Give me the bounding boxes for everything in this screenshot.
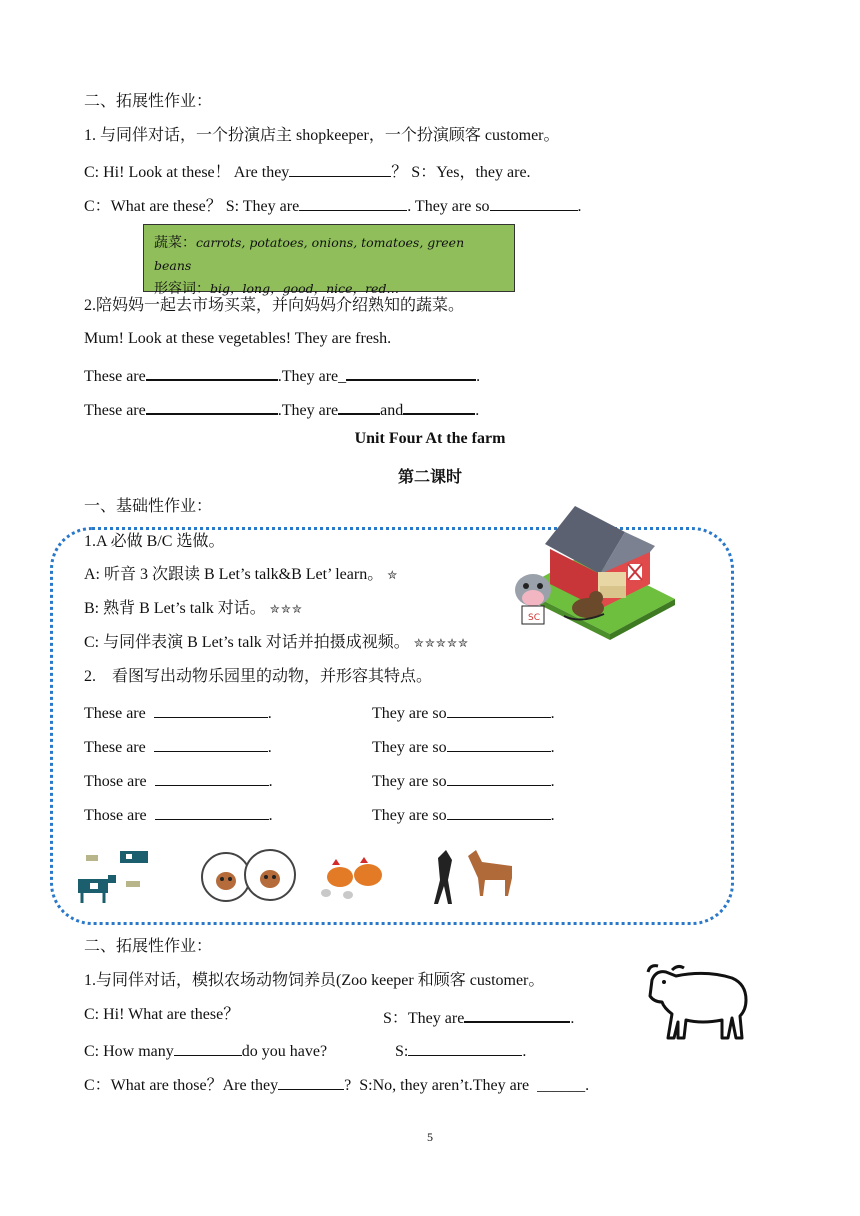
question-2-text: 2.陪妈妈一起去市场买菜，并向妈妈介绍熟知的蔬菜。 xyxy=(84,297,465,314)
answer-blank[interactable] xyxy=(447,735,551,752)
answer-blank[interactable] xyxy=(154,701,268,718)
section-heading-extension-2: 二、拓展性作业： xyxy=(84,938,213,955)
line-text: S: xyxy=(395,1043,409,1060)
ox-icon xyxy=(642,962,754,1044)
line-text: .They are xyxy=(277,402,339,419)
period: . xyxy=(577,198,582,215)
sheep-icon xyxy=(200,849,300,905)
keeper-line-1-right xyxy=(383,1005,574,1029)
section-heading-extension: 二、拓展性作业： xyxy=(84,93,213,110)
period: . xyxy=(550,739,555,756)
dialog-text: C: Hi! Look at these！ Are they xyxy=(84,164,290,181)
answer-blank[interactable] xyxy=(490,194,578,211)
svg-text:SC: SC xyxy=(528,613,540,623)
dialog-text: . They are so xyxy=(407,198,490,215)
vocab-label: 蔬菜： xyxy=(154,236,196,251)
task-text: C: 与同伴表演 B Let’s talk 对话并拍摄成视频。 xyxy=(84,634,410,651)
animal-row xyxy=(84,735,272,758)
period: . xyxy=(550,705,555,722)
line-text: do you have? xyxy=(241,1043,328,1060)
row-label: These are xyxy=(84,739,146,756)
dialog-line-1 xyxy=(84,160,531,183)
task-text: A: 听音 3 次跟读 B Let’s talk&B Let’ learn。 xyxy=(84,566,384,583)
row-label: Those are xyxy=(84,807,147,824)
line-text: and xyxy=(380,402,404,419)
animal-row-right xyxy=(372,769,555,792)
period: . xyxy=(522,1043,527,1060)
line-text: C: Hi! What are these？ xyxy=(84,1006,240,1023)
keeper-question: 1.与同伴对话，模拟农场动物饲养员(Zoo keeper 和顾客 customer。 xyxy=(84,972,545,989)
answer-blank[interactable] xyxy=(289,160,391,177)
unit-title: Unit Four At the farm xyxy=(354,430,506,447)
dialog-text: C：What are these？ S: They are xyxy=(84,198,300,215)
period: . xyxy=(267,739,272,756)
page-number: 5 xyxy=(427,1130,433,1144)
task-c xyxy=(84,633,469,653)
task-2-title: 2. 看图写出动物乐园里的动物，并形容其特点。 xyxy=(84,668,433,685)
row-label: These are xyxy=(84,705,146,722)
dialog-text: ？ S：Yes，they are. xyxy=(391,164,531,181)
task-a xyxy=(84,565,398,585)
task-b xyxy=(84,599,303,619)
cow-icon xyxy=(508,566,558,628)
market-line-1 xyxy=(84,363,480,387)
row-label: They are so xyxy=(372,739,447,756)
star-icon: ✮ xyxy=(387,568,399,582)
line-text: ______. xyxy=(537,1077,590,1094)
task-text: B: 熟背 B Let’s talk 对话。 xyxy=(84,600,266,617)
line-text: .They are_ xyxy=(277,368,347,385)
answer-blank[interactable] xyxy=(174,1039,242,1056)
row-label: They are so xyxy=(372,705,447,722)
answer-blank[interactable] xyxy=(155,803,269,820)
answer-blank[interactable] xyxy=(403,397,475,415)
animal-row xyxy=(84,769,273,792)
animal-row xyxy=(84,803,273,826)
period: . xyxy=(475,402,480,419)
line-text: S:No, they aren’t.They are xyxy=(359,1077,530,1094)
line-text: C：What are those？Are they xyxy=(84,1077,279,1094)
cows-icon xyxy=(76,845,156,907)
vegetable-vocab-line xyxy=(154,232,504,278)
answer-blank[interactable] xyxy=(299,194,407,211)
line-text: S：They are xyxy=(383,1010,465,1027)
section-heading-basic: 一、基础性作业： xyxy=(84,498,213,515)
period: . xyxy=(550,807,555,824)
row-label: Those are xyxy=(84,773,147,790)
vocab-words: carrots, potatoes, onions, tomatoes, green beans xyxy=(154,235,465,273)
star-icon: ✮✮✮ xyxy=(269,602,303,616)
answer-blank[interactable] xyxy=(155,769,269,786)
answer-blank[interactable] xyxy=(146,363,278,381)
line-text: ? xyxy=(344,1077,352,1094)
line-text: These are xyxy=(84,402,146,419)
task-1-title: 1.A 必做 B/C 选做。 xyxy=(84,533,225,550)
animal-row xyxy=(84,701,272,724)
animal-row-right xyxy=(372,701,555,724)
line-text: These are xyxy=(84,368,146,385)
answer-blank[interactable] xyxy=(346,363,476,381)
market-line-2 xyxy=(84,397,479,421)
dialog-line-2 xyxy=(84,194,582,217)
period: . xyxy=(476,368,481,385)
answer-blank[interactable] xyxy=(447,769,551,786)
row-label: They are so xyxy=(372,807,447,824)
period: . xyxy=(267,705,272,722)
dog-icon xyxy=(560,586,608,624)
animal-row-right xyxy=(372,735,555,758)
answer-blank[interactable] xyxy=(154,735,268,752)
horses-icon xyxy=(432,848,520,910)
answer-blank[interactable] xyxy=(464,1005,570,1023)
market-intro: Mum! Look at these vegetables! They are fresh. xyxy=(84,330,392,347)
keeper-line-1 xyxy=(84,1005,239,1025)
line-text: C: How many xyxy=(84,1043,174,1060)
period: . xyxy=(550,773,555,790)
vocab-label: 形容词： xyxy=(154,282,210,297)
keeper-line-3 xyxy=(84,1073,589,1096)
answer-blank[interactable] xyxy=(447,701,551,718)
answer-blank[interactable] xyxy=(338,397,380,415)
star-icon: ✮✮✮✮✮ xyxy=(413,636,470,650)
question-1-text: 1. 与同伴对话，一个扮演店主 shopkeeper，一个扮演顾客 customer。 xyxy=(84,127,560,144)
vocab-words: big，long，good，nice，red… xyxy=(210,281,399,296)
row-label: They are so xyxy=(372,773,447,790)
keeper-line-2 xyxy=(84,1039,327,1062)
period: . xyxy=(570,1010,575,1027)
answer-blank[interactable] xyxy=(278,1073,344,1090)
period: . xyxy=(268,773,273,790)
answer-blank[interactable] xyxy=(146,397,278,415)
animal-row-right xyxy=(372,803,555,826)
chickens-icon xyxy=(318,853,388,901)
keeper-line-2-right xyxy=(395,1039,526,1062)
period: . xyxy=(268,807,273,824)
answer-blank[interactable] xyxy=(447,803,551,820)
vocabulary-box xyxy=(143,224,515,297)
lesson-title: 第二课时 xyxy=(397,469,462,486)
answer-blank[interactable] xyxy=(408,1039,522,1056)
